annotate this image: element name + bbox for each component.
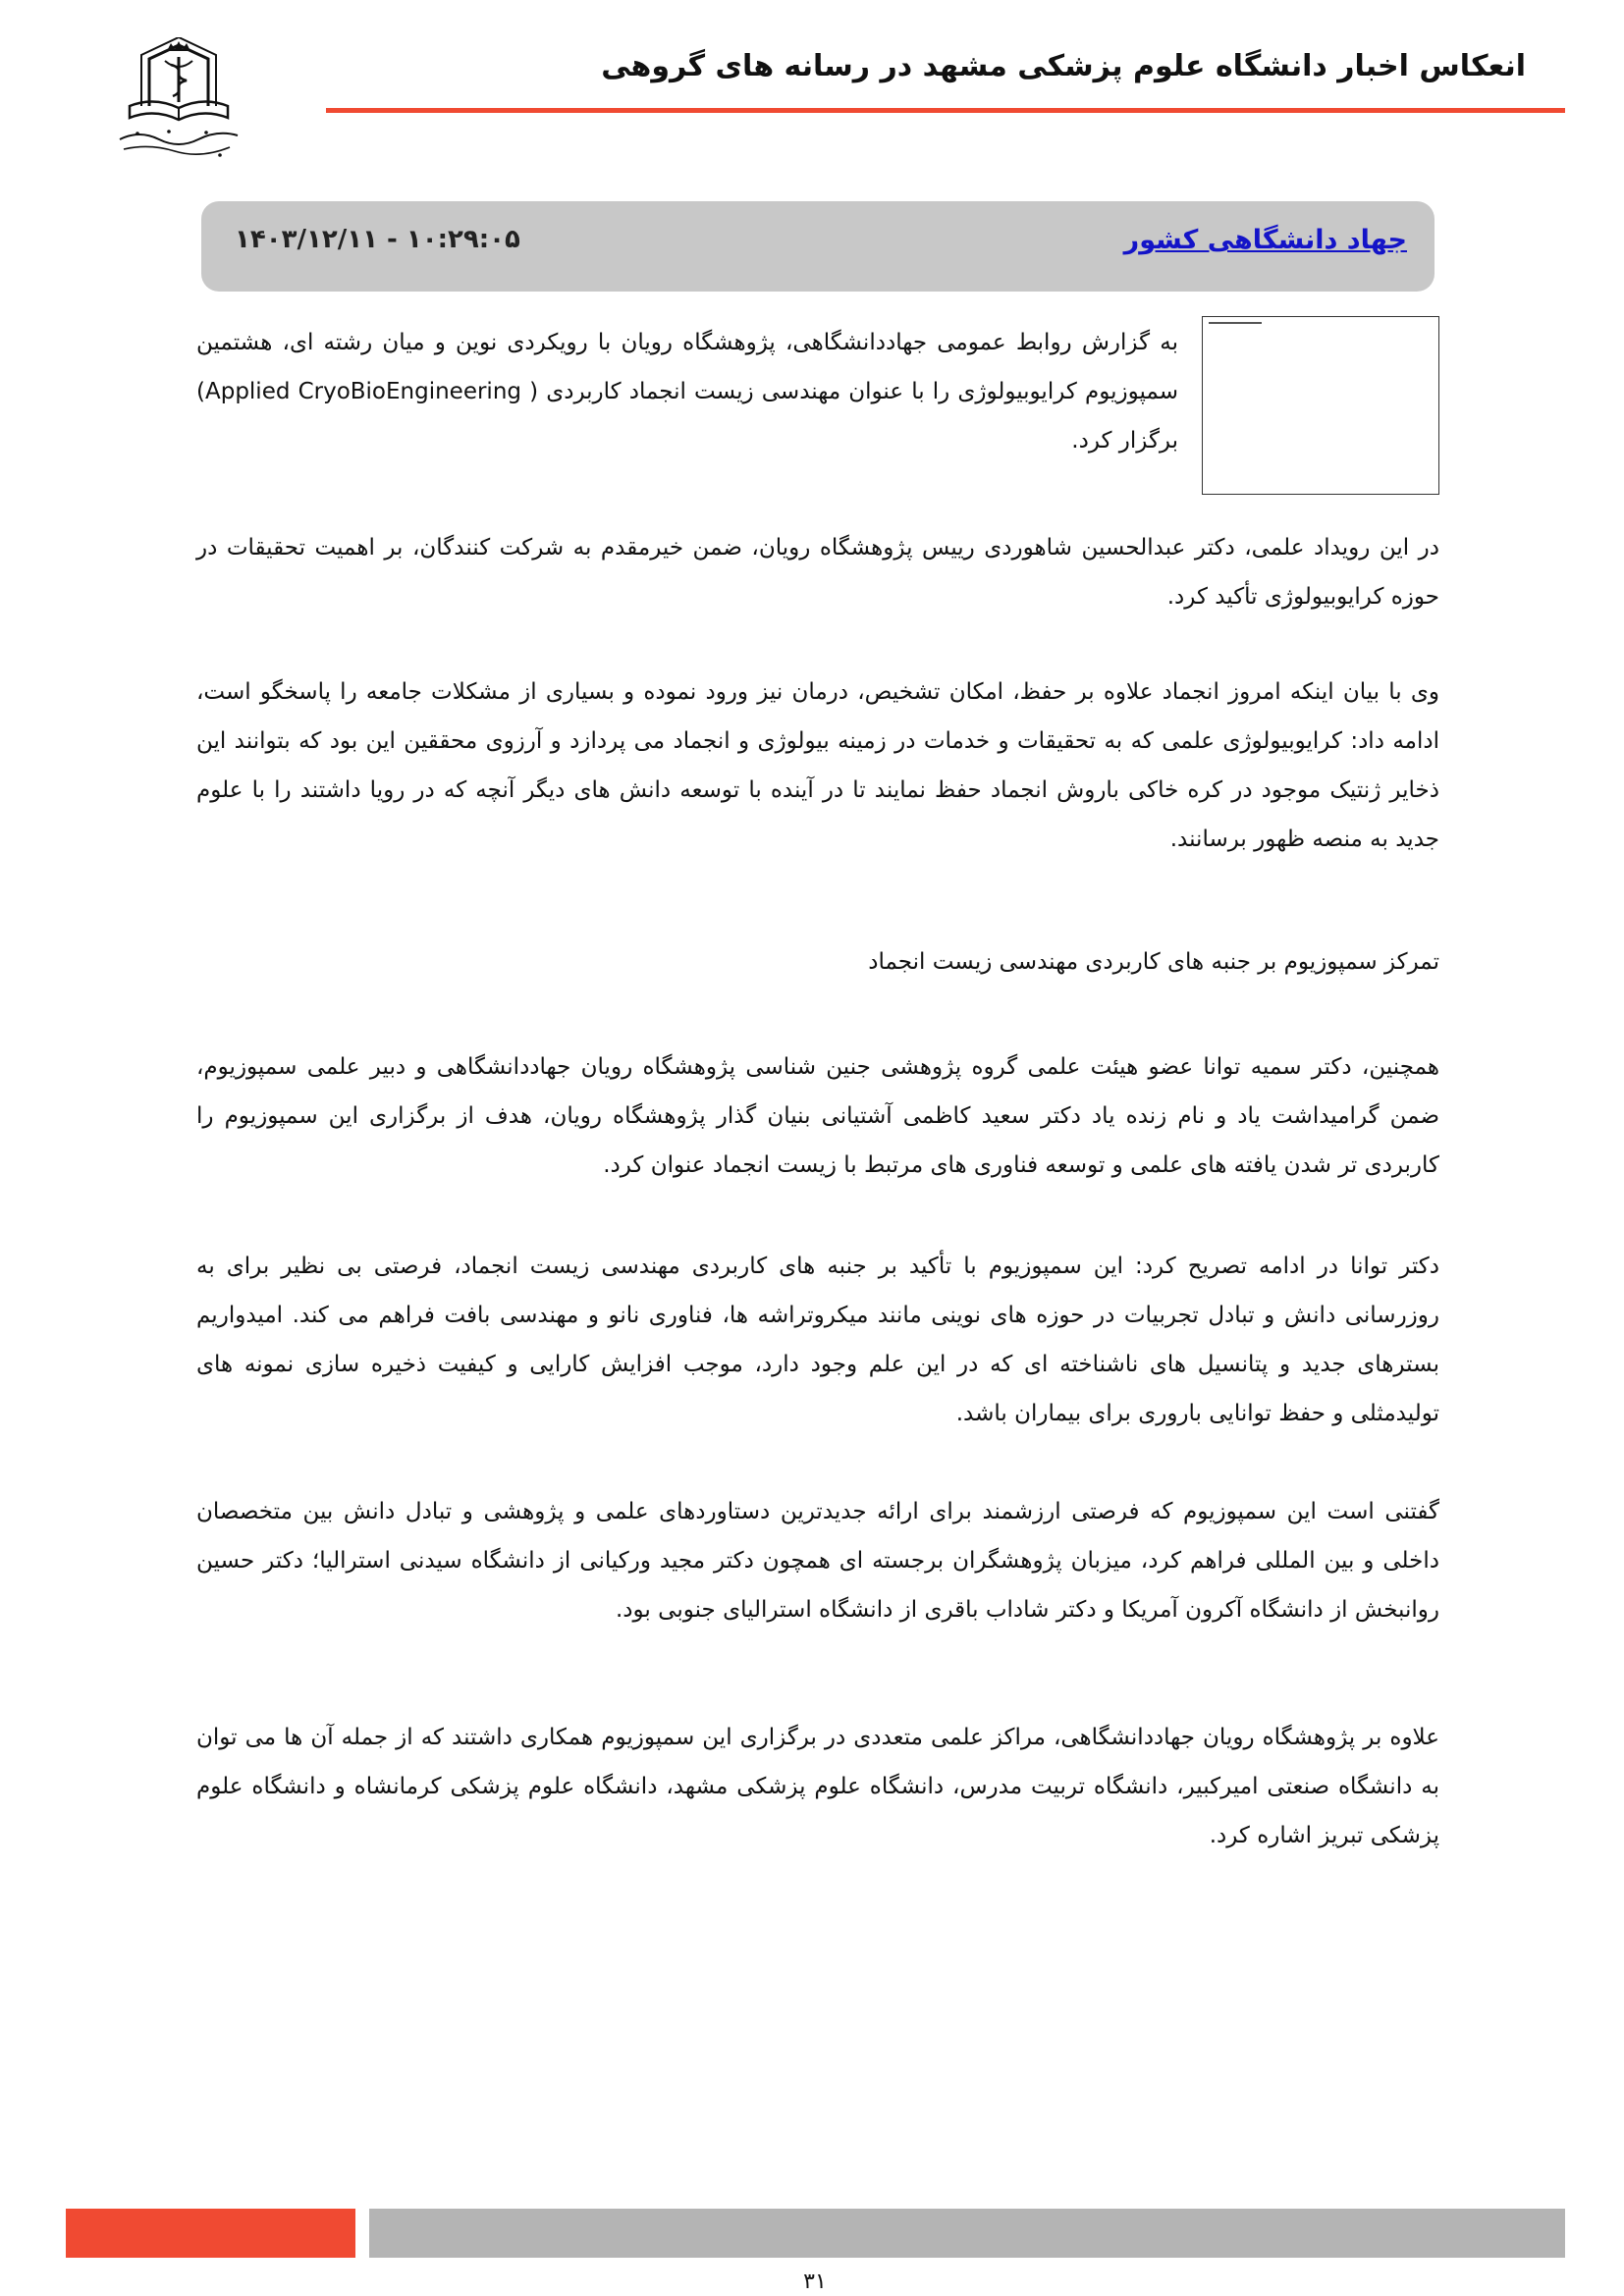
page-header-title: انعکاس اخبار دانشگاه علوم پزشکی مشهد در رسانه های گروهی — [601, 49, 1526, 83]
article-paragraph-1: در این رویداد علمی، دکتر عبدالحسین شاهوردی رییس پژوهشگاه رویان، ضمن خیرمقدم به شرکت کنندگان، بر اهمیت تحقیقات در حوزه کرایوبیولوژی تأکید کرد. — [196, 535, 1439, 610]
header-divider — [326, 108, 1565, 113]
article-paragraph-5: گفتنی است این سمپوزیوم که فرصتی ارزشمند برای ارائه جدیدترین دستاوردهای علمی و پژوهشی و تبادل دانش بین متخصصان داخلی و بین المللی فراهم کرد، میزبان پژوهشگران برجسته ای همچون دکتر مجید ورکیانی از دانشگاه سیدنی استرالیا؛ دکتر حسین روانبخش از دانشگاه آکرون آمریکا و دکتر شاداب باقری از دانشگاه استرالیای جنوبی بود. — [196, 1499, 1439, 1623]
thumbnail-broken-image-mark — [1209, 322, 1262, 324]
page-number: ۳۱ — [803, 2269, 827, 2294]
article-paragraph-6: علاوه بر پژوهشگاه رویان جهاددانشگاهی، مراکز علمی متعددی در برگزاری این سمپوزیوم همکاری داشتند که از جمله آن ها می توان به دانشگاه صنعتی امیرکبیر، دانشگاه تربیت مدرس، دانشگاه علوم پزشکی مشهد، دانشگاه علوم پزشکی کرمانشاه و دانشگاه علوم پزشکی تبریز اشاره کرد. — [196, 1725, 1439, 1848]
footer-accent-bar — [66, 2209, 355, 2258]
university-logo — [110, 37, 247, 167]
footer-gray-bar — [369, 2209, 1565, 2258]
article-lead-paragraph: به گزارش روابط عمومی جهاددانشگاهی، پژوهشگاه رویان با رویکردی نوین و میان رشته ای، هشتمین سمپوزیوم کرایوبیولوژی را با عنوان مهندسی زیست انجماد کاربردی ( Applied CryoBioEngineering) برگزار کرد. — [196, 330, 1179, 454]
article-paragraph-4: دکتر توانا در ادامه تصریح کرد: این سمپوزیوم با تأکید بر جنبه های کاربردی مهندسی زیست انجماد، فرصتی بی نظیر برای به روزرسانی دانش و تبادل تجربیات در حوزه های نوینی مانند میکروتراشه ها، فناوری نانو و مهندسی بافت فراهم می کند. امیدواریم بسترهای جدید و پتانسیل های ناشناخته ای که در این علم وجود دارد، موجب افزایش کارایی و کیفیت ذخیره سازی نمونه های تولیدمثلی و حفظ توانایی باروری برای بیماران باشد. — [196, 1254, 1439, 1426]
news-meta-bar — [201, 201, 1435, 292]
article-thumbnail — [1202, 316, 1439, 495]
article-subheading: تمرکز سمپوزیوم بر جنبه های کاربردی مهندسی زیست انجماد — [868, 949, 1439, 975]
article-paragraph-2: وی با بیان اینکه امروز انجماد علاوه بر حفظ، امکان تشخیص، درمان نیز ورود نموده و بسیاری از مشکلات جامعه را پاسخگو است، ادامه داد: کرایوبیولوژی علمی که به تحقیقات و خدمات در زمینه بیولوژی و انجماد می پردازد و آرزوی محققین این بود که بتوانند این ذخایر ژنتیک موجود در کره خاکی باروش انجماد حفظ نمایند تا در آینده با توسعه دانش های دیگر آنچه که در رویا داشتند را با علوم جدید به منصه ظهور برسانند. — [196, 679, 1439, 852]
article-paragraph-3: همچنین، دکتر سمیه توانا عضو هیئت علمی گروه پژوهشی جنین شناسی پژوهشگاه رویان جهاددانشگاهی و دبیر علمی سمپوزیوم، ضمن گرامیداشت یاد و نام زنده یاد دکتر سعید کاظمی آشتیانی بنیان گذار پژوهشگاه رویان، هدف از برگزاری این سمپوزیوم را کاربردی تر شدن یافته های علمی و توسعه فناوری های مرتبط با زیست انجماد عنوان کرد. — [196, 1054, 1439, 1178]
news-source-link[interactable]: جهاد دانشگاهی کشور — [1123, 225, 1407, 255]
news-datetime: ۱۴۰۳/۱۲/۱۱ - ۱۰:۲۹:۰۵ — [235, 225, 520, 254]
